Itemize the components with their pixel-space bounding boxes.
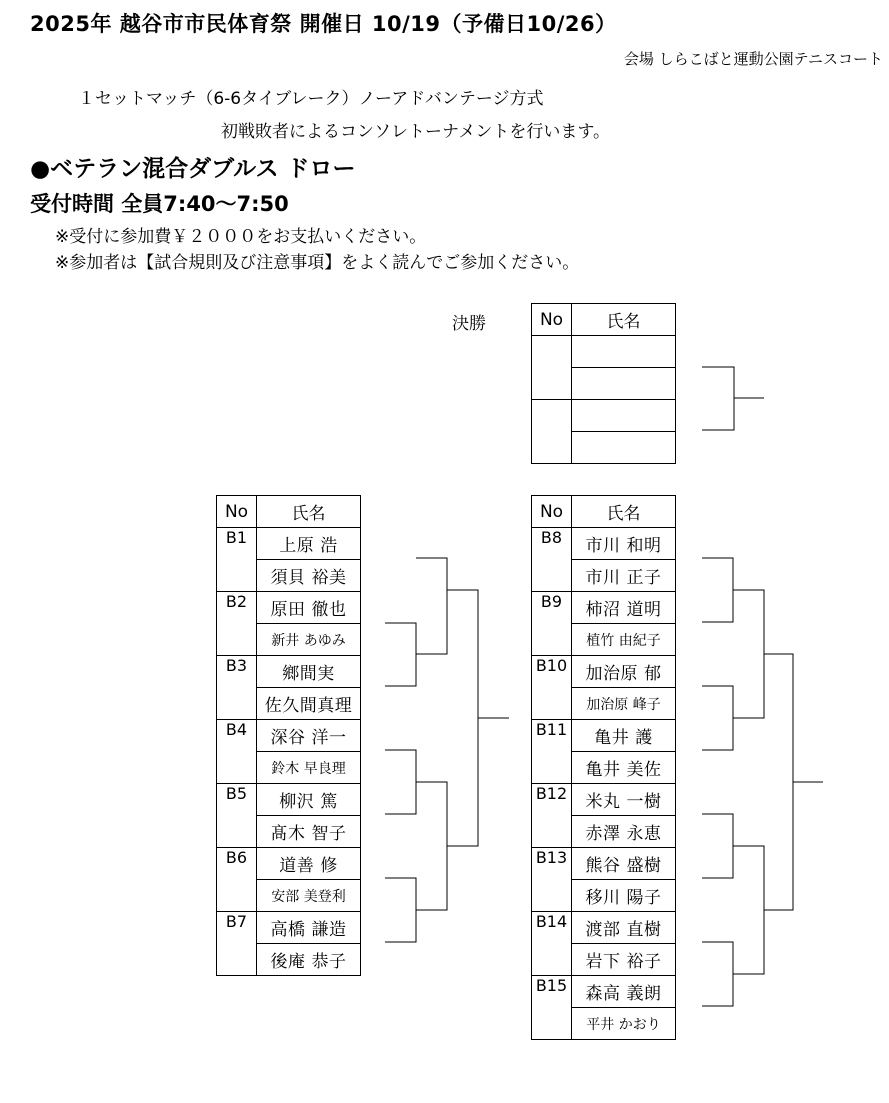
right-r1-bracket <box>702 686 733 750</box>
team-no: B12 <box>532 784 572 848</box>
player-name: 移川 陽子 <box>572 880 676 912</box>
right-col-name: 氏名 <box>572 496 676 528</box>
player-name: 森高 義朗 <box>572 976 676 1008</box>
player-name: 安部 美登利 <box>257 880 361 912</box>
player-name: 柳沢 篤 <box>257 784 361 816</box>
final-col-name: 氏名 <box>572 304 676 336</box>
player-name: 鈴木 早良理 <box>257 752 361 784</box>
left-r1-bracket <box>385 878 416 942</box>
player-name: 上原 浩 <box>257 528 361 560</box>
player-name: 後庵 恭子 <box>257 944 361 976</box>
team-no: B2 <box>217 592 257 656</box>
player-name: 市川 正子 <box>572 560 676 592</box>
player-name: 亀井 美佐 <box>572 752 676 784</box>
right-r1-bracket <box>702 558 733 622</box>
player-name: 加治原 郁 <box>572 656 676 688</box>
left-r3-bracket <box>447 590 478 846</box>
player-name: 市川 和明 <box>572 528 676 560</box>
left-r2-bracket <box>416 558 447 654</box>
player-name: 熊谷 盛樹 <box>572 848 676 880</box>
player-name: 赤澤 永恵 <box>572 816 676 848</box>
player-name: 高橋 謙造 <box>257 912 361 944</box>
player-name: 鄉間実 <box>257 656 361 688</box>
player-name: 新井 あゆみ <box>257 624 361 656</box>
player-name: 佐久間真理 <box>257 688 361 720</box>
player-name: 道善 修 <box>257 848 361 880</box>
team-no: B4 <box>217 720 257 784</box>
fee-note: ※受付に参加費￥２０００をお支払いください。 <box>55 227 427 247</box>
left-r1-bracket <box>385 623 416 686</box>
player-name: 原田 徹也 <box>257 592 361 624</box>
player-name: 髙木 智子 <box>257 816 361 848</box>
reception-time: 受付時間 全員7:40～7:50 <box>30 192 289 216</box>
team-no: B5 <box>217 784 257 848</box>
team-no: B11 <box>532 720 572 784</box>
team-no: B8 <box>532 528 572 592</box>
team-no: B6 <box>217 848 257 912</box>
right-r2-bracket <box>733 590 764 718</box>
final-col-no: No <box>532 304 572 336</box>
right-col-no: No <box>532 496 572 528</box>
team-no: B14 <box>532 912 572 976</box>
team-no: B3 <box>217 656 257 720</box>
player-name: 深谷 洋一 <box>257 720 361 752</box>
player-name: 須貝 裕美 <box>257 560 361 592</box>
player-name: 岩下 裕子 <box>572 944 676 976</box>
team-no: B10 <box>532 656 572 720</box>
page-title: 2025年 越谷市市民体育祭 開催日 10/19（予備日10/26） <box>30 12 617 36</box>
right-r1-bracket <box>702 942 733 1006</box>
right-r2-bracket <box>733 846 764 974</box>
final-label: 決勝 <box>452 314 486 334</box>
final-bracket <box>702 367 734 430</box>
player-name: 植竹 由紀子 <box>572 624 676 656</box>
player-name: 加治原 峰子 <box>572 688 676 720</box>
player-name: 平井 かおり <box>572 1008 676 1040</box>
team-no: B15 <box>532 976 572 1040</box>
team-no: B9 <box>532 592 572 656</box>
player-name: 柿沼 道明 <box>572 592 676 624</box>
rules-note: ※参加者は【試合規則及び注意事項】をよく読んでご参加ください。 <box>55 253 580 273</box>
player-name: 米丸 一樹 <box>572 784 676 816</box>
left-col-name: 氏名 <box>257 496 361 528</box>
left-r2-bracket <box>416 782 447 910</box>
team-no: B7 <box>217 912 257 976</box>
match-format-text: １セットマッチ（6-6タイブレーク）ノーアドバンテージ方式 <box>78 89 544 109</box>
player-name: 渡部 直樹 <box>572 912 676 944</box>
venue-text: 会場 しらこばと運動公園テニスコート <box>623 50 883 68</box>
left-r1-bracket <box>385 750 416 814</box>
team-no: B13 <box>532 848 572 912</box>
left-col-no: No <box>217 496 257 528</box>
section-title: ●ベテラン混合ダブルス ドロー <box>30 156 356 182</box>
team-no: B1 <box>217 528 257 592</box>
right-r1-bracket <box>702 814 733 878</box>
consolation-text: 初戦敗者によるコンソレトーナメントを行います。 <box>221 122 610 142</box>
player-name: 亀井 護 <box>572 720 676 752</box>
right-r3-bracket <box>764 654 793 910</box>
